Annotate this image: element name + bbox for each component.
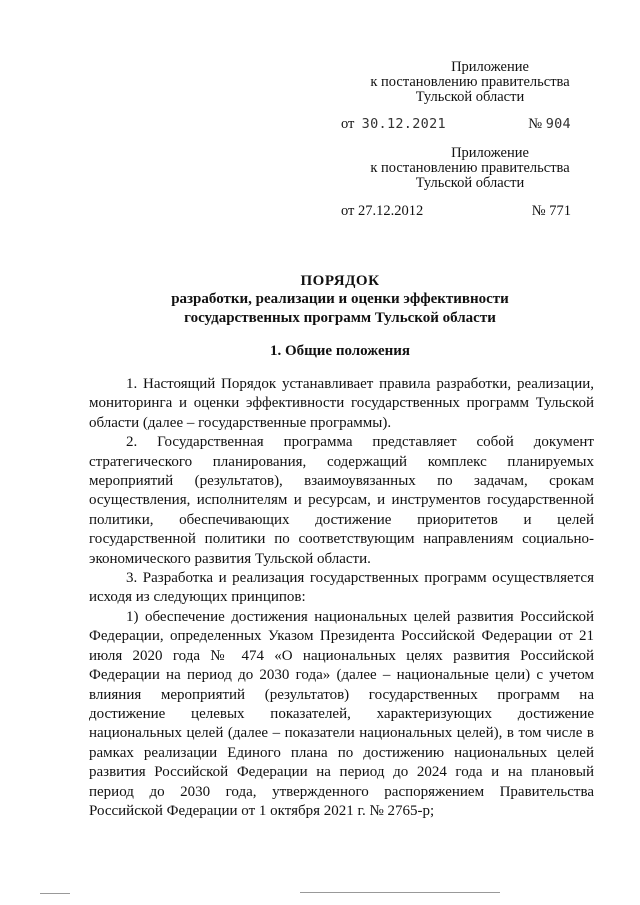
appendix-label: Приложение [451, 59, 529, 75]
resolution-number: № 771 [531, 203, 571, 219]
resolution-date-value: 30.12.2021 [361, 116, 446, 132]
paragraph: 1. Настоящий Порядок устанавливает правила разработки, реализации, мониторинга и оценки эффективности государственных программ Тульской области (далее – государственные программы). [89, 376, 594, 431]
appendix-resolution-line: к постановлению правительства [370, 160, 570, 176]
section-heading: 1. Общие положения [269, 343, 411, 359]
resolution-date-value: 27.12.2012 [358, 203, 424, 219]
resolution-reference-original [341, 203, 571, 221]
resolution-number-value: 904 [545, 116, 571, 132]
appendix-region-line: Тульской области [415, 89, 525, 105]
paragraph: 3. Разработка и реализация государственных программ осуществляется исходя из следующих принципов: [89, 570, 594, 606]
resolution-number: № 904 [528, 116, 571, 132]
resolution-number-value: 771 [549, 203, 571, 219]
resolution-date: от 27.12.2012 [341, 203, 424, 219]
document-title: ПОРЯДОК [300, 273, 380, 289]
resolution-reference-current [341, 116, 571, 134]
resolution-date: от 30.12.2021 [341, 116, 446, 132]
appendix-resolution-line: к постановлению правительства [370, 74, 570, 90]
document-subtitle-line-2: государственных программ Тульской области [184, 310, 496, 326]
appendix-header-original [345, 146, 595, 191]
paragraph: 1) обеспечение достижения национальных целей развития Российской Федерации, определенных Указом Президента Российской Федерации от 21 июля 2020 года № 474 «О национальных целях развития Российской Федерации на период до 2030 года» (далее – национальные цели) с учетом влияния мероприятий (результатов) государственных программ на достижение целевых показателей, характеризующих достижение национальных целей (далее – показатели национальных целей), в том числе в рамках реализации Единого плана по достижению национальных целей развития Российской Федерации на период до 2024 года и на плановый период до 2030 года, утвержденного распоряжением Правительства Российской Федерации от 1 октября 2021 г. № 2765-р; [89, 608, 594, 819]
appendix-region-line: Тульской области [415, 175, 525, 191]
document-body [89, 375, 594, 821]
scan-artifact-line [300, 892, 500, 893]
document-subtitle-line-1: разработки, реализации и оценки эффективности [171, 291, 509, 307]
appendix-header-current [345, 60, 595, 105]
paragraph: 2. Государственная программа представляет собой документ стратегического планирования, содержащий комплекс планируемых мероприятий (результатов), взаимоувязанных по задачам, срокам осуществления, исполнителям и ресурсам, и инструментов государственной политики, обеспечивающих достижение приоритетов и целей государственной политики по соответствующим направлениям социально-экономического развития Тульской области. [89, 434, 594, 567]
appendix-label: Приложение [451, 145, 529, 161]
scan-artifact-line [40, 893, 70, 894]
